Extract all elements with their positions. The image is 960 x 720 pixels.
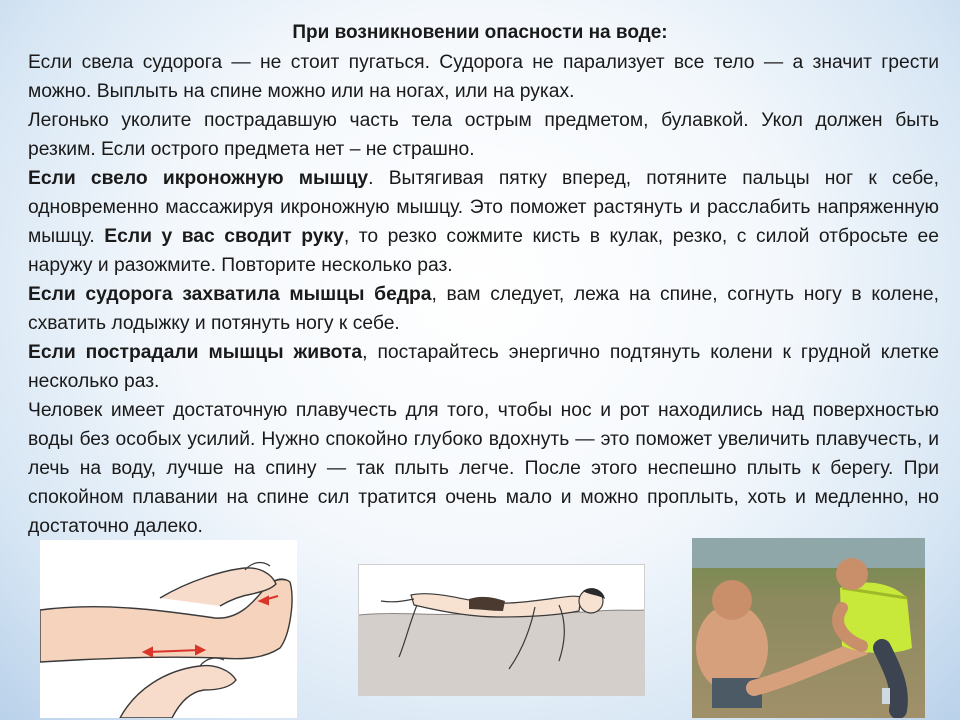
paragraph-text: . Вытягивая пятку вперед, потяните пальцы ног к себе, одновременно массажируя икроножную мышцу. Это поможет растянуть и расслабить напряженную мышцу. — [28, 168, 940, 247]
paragraph-text: , вам следует, лежа на спине, согнуть ногу в колене, схватить лодыжку и потянуть ногу к себе. — [28, 284, 939, 334]
paragraph-text: Человек имеет достаточную плавучесть для того, чтобы нос и рот находились над поверхностью воды без особых усилий. Нужно спокойно глубоко вдохнуть — это поможет увеличить плавучесть, и лечь на воду, лучше на спину — так плыть легче. После этого неспешно плыть к берегу. При спокойном плавании на спине сил тратится очень мало и можно проплыть, хоть и медленно, но достаточно далеко. — [28, 400, 939, 537]
rescuer-helping-man-icon — [692, 538, 925, 718]
hands-stretching-foot-icon — [40, 540, 297, 718]
leg-massage-illustration — [40, 540, 297, 718]
paragraph-text: , то резко сожмите кисть в кулак, резко, с силой отбросьте ее наружу и разожмите. Повторите несколько раз. — [28, 226, 939, 276]
paragraph-prick — [28, 106, 939, 164]
floating-on-back-illustration — [358, 564, 645, 696]
paragraph-bold-mid: Если у вас сводит руку — [104, 226, 344, 247]
paragraph-bold-lead: Если судорога захватила мышцы бедра — [28, 284, 432, 305]
paragraph-abdomen — [28, 338, 939, 396]
paragraph-thigh — [28, 280, 939, 338]
page-title: При возникновении опасности на воде: — [292, 22, 668, 43]
paragraph-text: Легонько уколите пострадавшую часть тела острым предметом, булавкой. Укол должен быть резким. Если острого предмета нет – не страшно. — [28, 110, 939, 160]
body-text — [28, 48, 939, 541]
paragraph-text: , постарайтесь энергично подтянуть колени к грудной клетке несколько раз. — [28, 342, 939, 392]
paragraph-bold-lead: Если свело икроножную мышцу — [28, 168, 369, 189]
paragraph-buoyancy — [28, 396, 939, 541]
paragraph-bold-lead: Если пострадали мышцы живота — [28, 342, 363, 363]
paragraph-cramp-intro — [28, 48, 939, 106]
swimmer-on-back-icon — [359, 565, 644, 695]
paragraph-calf — [28, 164, 939, 280]
first-aid-photo — [692, 538, 925, 718]
paragraph-text: Если свела судорога — не стоит пугаться. Судорога не парализует все тело — а значит грести можно. Выплыть на спине можно или на ногах, или на руках. — [28, 52, 939, 102]
